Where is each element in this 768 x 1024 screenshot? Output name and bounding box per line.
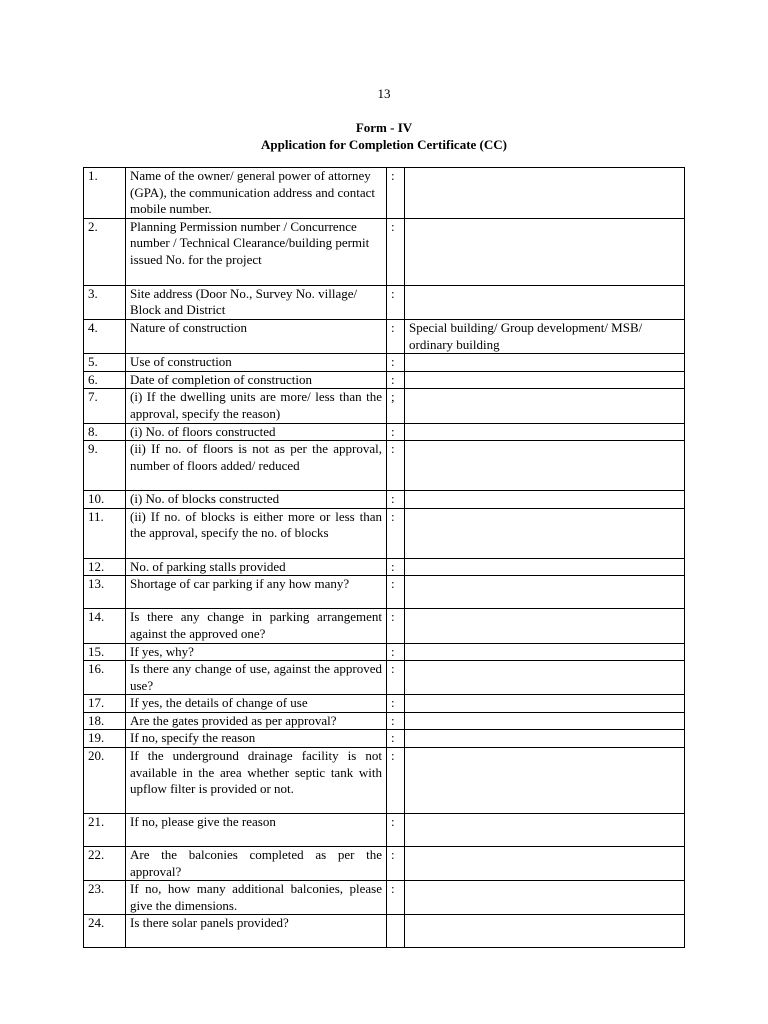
row-separator: : — [387, 847, 405, 881]
form-heading — [0, 119, 768, 153]
row-answer[interactable] — [405, 609, 685, 643]
row-question: No. of parking stalls provided — [126, 558, 387, 576]
table-row — [84, 319, 685, 353]
row-answer[interactable] — [405, 285, 685, 319]
row-answer[interactable] — [405, 881, 685, 915]
table-row — [84, 915, 685, 948]
row-separator: : — [387, 168, 405, 219]
table-row — [84, 423, 685, 441]
row-question: If no, specify the reason — [126, 730, 387, 748]
row-number: 20. — [84, 748, 126, 814]
row-separator: : — [387, 881, 405, 915]
table-row — [84, 371, 685, 389]
table-row — [84, 609, 685, 643]
row-question: Nature of construction — [126, 319, 387, 353]
row-question: Planning Permission number / Concurrence number / Technical Clearance/building permit issued No. for the project — [126, 218, 387, 285]
row-answer[interactable] — [405, 643, 685, 661]
row-answer[interactable]: Special building/ Group development/ MSB/ ordinary building — [405, 319, 685, 353]
row-question: (i) No. of floors constructed — [126, 423, 387, 441]
row-question: If yes, why? — [126, 643, 387, 661]
row-answer[interactable] — [405, 814, 685, 847]
row-number: 13. — [84, 576, 126, 609]
row-separator: : — [387, 354, 405, 372]
row-question: (i) No. of blocks constructed — [126, 491, 387, 509]
row-separator: ; — [387, 389, 405, 423]
row-question: Name of the owner/ general power of attorney (GPA), the communication address and contact mobile number. — [126, 168, 387, 219]
row-answer[interactable] — [405, 730, 685, 748]
row-number: 6. — [84, 371, 126, 389]
row-question: If no, how many additional balconies, please give the dimensions. — [126, 881, 387, 915]
row-answer[interactable] — [405, 915, 685, 948]
page-number: 13 — [377, 86, 391, 101]
row-question: Is there solar panels provided? — [126, 915, 387, 948]
row-question: If the underground drainage facility is not available in the area whether septic tank with upflow filter is provided or not. — [126, 748, 387, 814]
row-answer[interactable] — [405, 712, 685, 730]
form-subtitle: Application for Completion Certificate (CC) — [261, 137, 507, 152]
row-answer[interactable] — [405, 847, 685, 881]
row-number: 15. — [84, 643, 126, 661]
table-row — [84, 491, 685, 509]
row-answer[interactable] — [405, 508, 685, 558]
table-row — [84, 730, 685, 748]
row-number: 2. — [84, 218, 126, 285]
row-separator — [387, 915, 405, 948]
table-row — [84, 285, 685, 319]
row-number: 1. — [84, 168, 126, 219]
row-number: 7. — [84, 389, 126, 423]
row-separator: : — [387, 695, 405, 713]
table-row — [84, 847, 685, 881]
row-answer[interactable] — [405, 441, 685, 491]
row-separator: : — [387, 218, 405, 285]
row-separator: : — [387, 558, 405, 576]
row-separator: : — [387, 661, 405, 695]
row-separator: : — [387, 814, 405, 847]
row-question: Are the balconies completed as per the approval? — [126, 847, 387, 881]
row-separator: : — [387, 441, 405, 491]
row-answer[interactable] — [405, 695, 685, 713]
row-question: If yes, the details of change of use — [126, 695, 387, 713]
row-answer[interactable] — [405, 389, 685, 423]
table-row — [84, 881, 685, 915]
row-answer[interactable] — [405, 748, 685, 814]
row-number: 10. — [84, 491, 126, 509]
row-separator: : — [387, 508, 405, 558]
row-separator: : — [387, 423, 405, 441]
row-number: 3. — [84, 285, 126, 319]
row-answer[interactable] — [405, 423, 685, 441]
row-question: (i) If the dwelling units are more/ less than the approval, specify the reason) — [126, 389, 387, 423]
row-answer[interactable] — [405, 491, 685, 509]
table-row — [84, 218, 685, 285]
row-separator: : — [387, 319, 405, 353]
row-number: 19. — [84, 730, 126, 748]
row-number: 14. — [84, 609, 126, 643]
row-separator: : — [387, 371, 405, 389]
table-row — [84, 814, 685, 847]
table-row — [84, 695, 685, 713]
row-question: (ii) If no. of floors is not as per the approval, number of floors added/ reduced — [126, 441, 387, 491]
row-number: 9. — [84, 441, 126, 491]
row-separator: : — [387, 643, 405, 661]
row-question: Site address (Door No., Survey No. village/ Block and District — [126, 285, 387, 319]
row-question: Is there any change of use, against the approved use? — [126, 661, 387, 695]
row-separator: : — [387, 748, 405, 814]
table-row — [84, 389, 685, 423]
row-separator: : — [387, 730, 405, 748]
row-separator: : — [387, 285, 405, 319]
row-number: 18. — [84, 712, 126, 730]
table-row — [84, 558, 685, 576]
row-answer[interactable] — [405, 576, 685, 609]
row-question: Is there any change in parking arrangement against the approved one? — [126, 609, 387, 643]
application-form-table — [83, 167, 685, 948]
row-separator: : — [387, 609, 405, 643]
row-answer[interactable] — [405, 558, 685, 576]
table-row — [84, 643, 685, 661]
table-row — [84, 712, 685, 730]
row-separator: : — [387, 576, 405, 609]
table-row — [84, 508, 685, 558]
row-answer[interactable] — [405, 661, 685, 695]
row-question: If no, please give the reason — [126, 814, 387, 847]
table-row — [84, 661, 685, 695]
row-answer[interactable] — [405, 168, 685, 219]
form-title: Form - IV — [355, 120, 413, 135]
table-row — [84, 576, 685, 609]
row-number: 22. — [84, 847, 126, 881]
row-question: Are the gates provided as per approval? — [126, 712, 387, 730]
row-answer[interactable] — [405, 371, 685, 389]
table-row — [84, 441, 685, 491]
table-row — [84, 354, 685, 372]
row-separator: : — [387, 712, 405, 730]
row-number: 23. — [84, 881, 126, 915]
row-question: Shortage of car parking if any how many? — [126, 576, 387, 609]
row-number: 16. — [84, 661, 126, 695]
row-number: 21. — [84, 814, 126, 847]
row-number: 24. — [84, 915, 126, 948]
row-number: 12. — [84, 558, 126, 576]
row-number: 4. — [84, 319, 126, 353]
table-row — [84, 748, 685, 814]
row-answer[interactable] — [405, 354, 685, 372]
row-separator: : — [387, 491, 405, 509]
row-number: 11. — [84, 508, 126, 558]
row-question: Use of construction — [126, 354, 387, 372]
row-number: 8. — [84, 423, 126, 441]
row-answer[interactable] — [405, 218, 685, 285]
row-question: Date of completion of construction — [126, 371, 387, 389]
row-number: 17. — [84, 695, 126, 713]
row-question: (ii) If no. of blocks is either more or less than the approval, specify the no. of blocks — [126, 508, 387, 558]
table-row — [84, 168, 685, 219]
row-number: 5. — [84, 354, 126, 372]
